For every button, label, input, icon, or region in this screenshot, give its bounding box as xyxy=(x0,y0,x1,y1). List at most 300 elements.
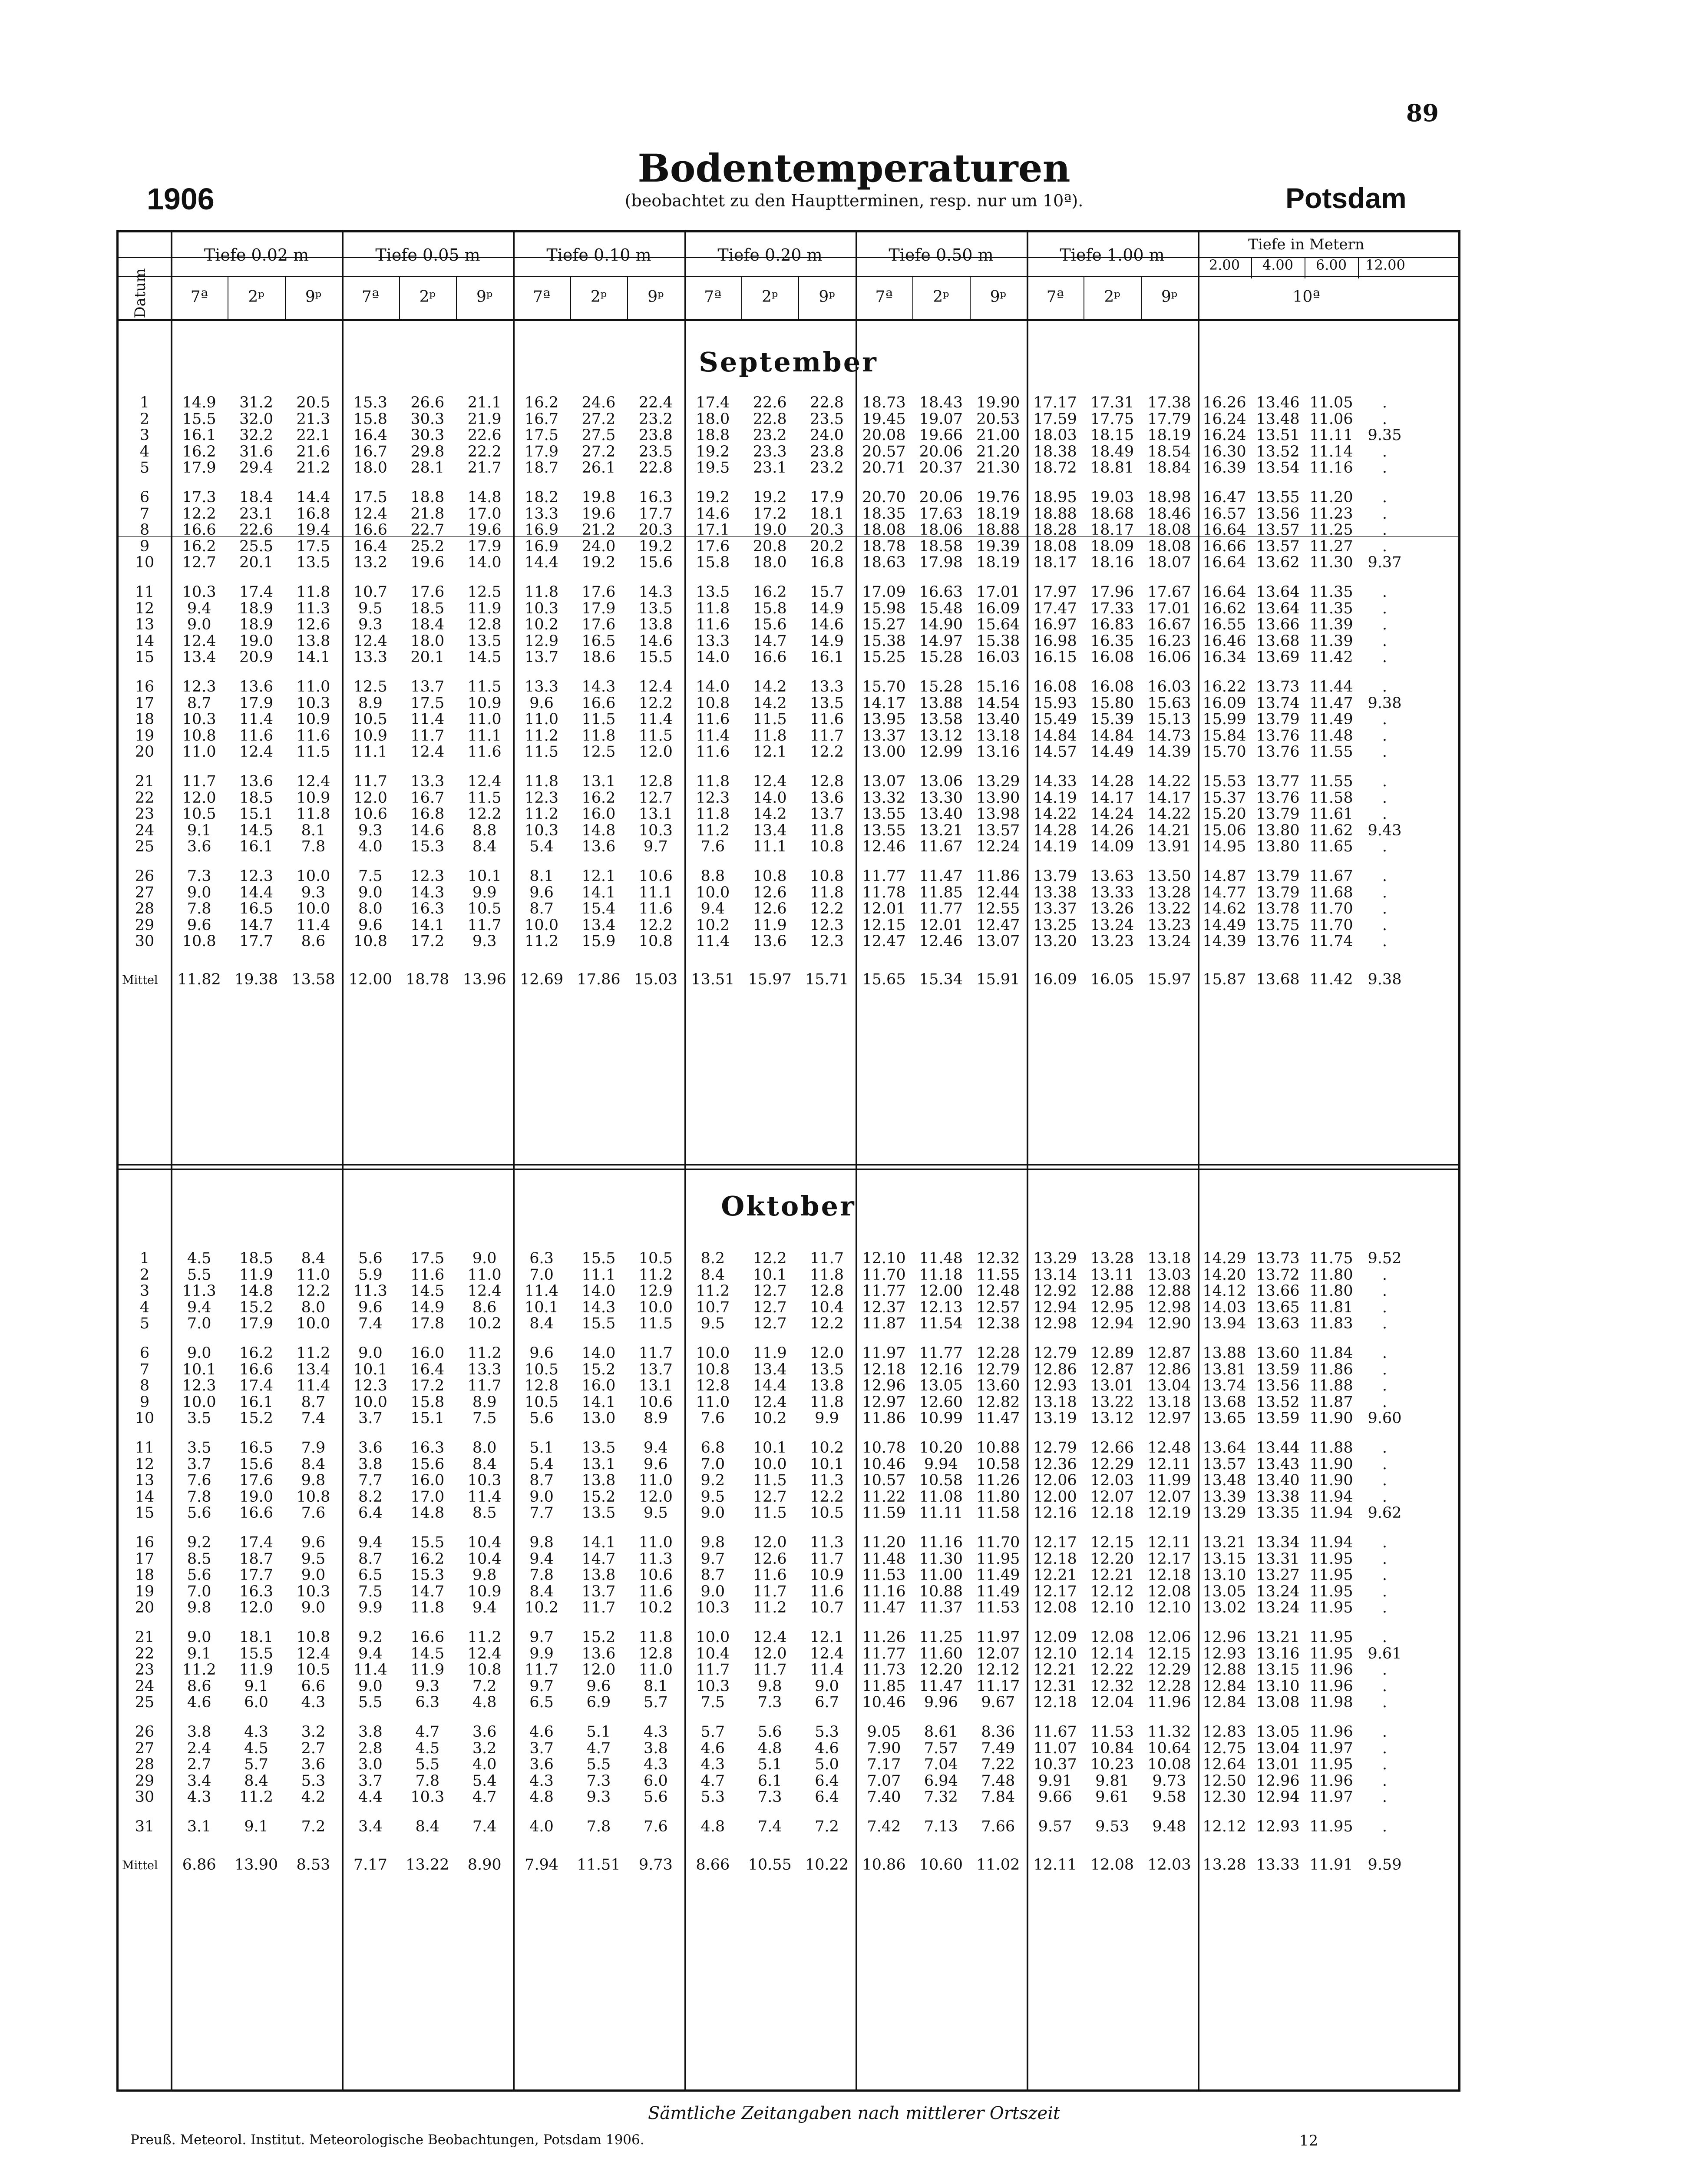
table-cell: 12.4 xyxy=(182,632,216,650)
table-cell: 19.5 xyxy=(696,459,730,477)
table-cell: 11.2 xyxy=(296,1344,330,1362)
table-cell: 11.5 xyxy=(581,711,616,728)
table-cell: 10.2 xyxy=(810,1439,844,1457)
table-cell: 7.6 xyxy=(700,1410,725,1427)
table-cell: 20.3 xyxy=(810,521,844,539)
table-cell: 14.87 xyxy=(1203,867,1246,885)
table-cell: 4.6 xyxy=(529,1723,554,1741)
table-cell: 14.7 xyxy=(753,632,787,650)
mean-cell: 8.66 xyxy=(696,1856,730,1874)
table-cell: 7.0 xyxy=(529,1266,554,1284)
table-cell: 10.4 xyxy=(467,1550,502,1568)
table-cell: 11.32 xyxy=(1147,1723,1191,1741)
table-cell: 5.5 xyxy=(586,1756,611,1774)
table-cell: 16.08 xyxy=(1033,678,1077,695)
mean-label: Mittel xyxy=(122,973,158,987)
table-cell: 12.88 xyxy=(1147,1282,1191,1300)
table-cell: 18.35 xyxy=(862,505,906,523)
table-cell: 14.3 xyxy=(581,1298,616,1316)
table-cell: 5.5 xyxy=(358,1694,383,1712)
table-cell: . xyxy=(1382,884,1388,901)
table-cell: 13.64 xyxy=(1256,583,1300,601)
table-cell: 11.5 xyxy=(753,1472,787,1490)
table-cell: 12.2 xyxy=(810,1315,844,1333)
table-cell: 15.6 xyxy=(753,616,787,634)
table-cell: 11.86 xyxy=(976,867,1020,885)
table-cell: 7.8 xyxy=(187,1488,211,1506)
table-cell: 13.50 xyxy=(1147,867,1191,885)
table-cell: 16.7 xyxy=(525,410,559,428)
table-cell: 6.4 xyxy=(815,1788,839,1806)
table-cell: 12.97 xyxy=(862,1393,906,1411)
table-cell: 18.6 xyxy=(581,649,616,666)
table-cell: 11.3 xyxy=(182,1282,216,1300)
table-cell: 13.35 xyxy=(1256,1504,1300,1522)
table-cell: 18.38 xyxy=(1033,443,1077,460)
table-cell: 17.75 xyxy=(1090,410,1134,428)
table-cell: 18.08 xyxy=(1033,537,1077,555)
table-cell: 6.4 xyxy=(815,1772,839,1790)
table-cell: 11.2 xyxy=(525,727,559,745)
table-cell: 12.2 xyxy=(182,505,216,523)
table-cell: 12.4 xyxy=(753,1629,787,1646)
table-cell: 11.47 xyxy=(1309,694,1353,712)
table-cell: 11.49 xyxy=(976,1583,1020,1600)
table-cell: 13.1 xyxy=(638,1377,673,1395)
table-cell: 11.47 xyxy=(976,1410,1020,1427)
table-cell: . xyxy=(1382,1282,1388,1300)
table-cell: 13.75 xyxy=(1256,916,1300,934)
table-cell: 12.4 xyxy=(467,1645,502,1662)
table-cell: 7.5 xyxy=(472,1410,497,1427)
table-cell: 9.91 xyxy=(1038,1772,1072,1790)
table-cell: 12.7 xyxy=(182,554,216,572)
table-cell: 16.8 xyxy=(410,805,445,823)
table-cell: 18.58 xyxy=(919,537,963,555)
table-cell: 8.7 xyxy=(358,1550,383,1568)
table-cell: 12.5 xyxy=(353,678,387,695)
table-cell: 12.83 xyxy=(1203,1723,1246,1741)
table-cell: 17.63 xyxy=(919,505,963,523)
table-cell: 8.4 xyxy=(301,1250,326,1267)
table-cell: 11.97 xyxy=(1309,1788,1353,1806)
table-cell: 16.9 xyxy=(525,537,559,555)
table-cell: 10.0 xyxy=(753,1455,787,1473)
table-cell: 11.8 xyxy=(810,884,844,901)
table-cell: 14.0 xyxy=(581,1344,616,1362)
table-cell: 12.7 xyxy=(638,789,673,807)
table-cell: 18.5 xyxy=(239,789,274,807)
table-cell: 13.1 xyxy=(581,773,616,790)
table-cell: 9.38 xyxy=(1368,694,1402,712)
table-cell: 13.04 xyxy=(1256,1739,1300,1757)
table-cell: 12.7 xyxy=(753,1315,787,1333)
table-cell: 11.70 xyxy=(1309,900,1353,918)
table-cell: 18.88 xyxy=(1033,505,1077,523)
table-cell: 9.6 xyxy=(358,1298,383,1316)
table-cell: 23.5 xyxy=(638,443,673,460)
table-cell: 17.1 xyxy=(696,521,730,539)
table-cell: 19.2 xyxy=(581,554,616,572)
table-cell: . xyxy=(1382,1772,1388,1790)
table-cell: 15.5 xyxy=(581,1250,616,1267)
table-cell: 11.5 xyxy=(467,678,502,695)
table-cell: 11.6 xyxy=(696,711,730,728)
table-cell: 11.2 xyxy=(696,1282,730,1300)
table-cell: . xyxy=(1382,1788,1388,1806)
table-cell: 18.9 xyxy=(239,616,274,634)
table-cell: 10.9 xyxy=(467,1583,502,1600)
mean-cell: 13.51 xyxy=(691,971,735,988)
table-cell: 9.05 xyxy=(867,1723,901,1741)
table-cell: 3.8 xyxy=(644,1739,668,1757)
table-cell: 12.0 xyxy=(353,789,387,807)
mean-cell: 9.73 xyxy=(638,1856,673,1874)
hour-header: 2ᵖ xyxy=(1104,288,1120,306)
table-cell: 11.00 xyxy=(919,1566,963,1584)
table-cell: 18.8 xyxy=(696,427,730,444)
table-cell: 11.7 xyxy=(182,773,216,790)
table-cell: 12.87 xyxy=(1090,1361,1134,1378)
table-cell: 11.96 xyxy=(1309,1677,1353,1695)
table-cell: 11.80 xyxy=(1309,1282,1353,1300)
table-cell: 11.47 xyxy=(919,1677,963,1695)
table-cell: 9.8 xyxy=(472,1566,497,1584)
table-cell: . xyxy=(1382,1550,1388,1568)
table-cell: 14.8 xyxy=(467,489,502,506)
table-cell: 10.3 xyxy=(182,583,216,601)
table-cell: 10.2 xyxy=(696,916,730,934)
table-cell: 13.68 xyxy=(1256,632,1300,650)
table-cell: 17.9 xyxy=(810,489,844,506)
table-cell: 4.3 xyxy=(301,1694,326,1712)
table-cell: 11.61 xyxy=(1309,805,1353,823)
column-rule xyxy=(912,276,913,319)
table-cell: 15.2 xyxy=(581,1361,616,1378)
table-cell: 12.7 xyxy=(753,1282,787,1300)
table-cell: 13.10 xyxy=(1203,1566,1246,1584)
table-cell: 7.3 xyxy=(757,1694,782,1712)
table-cell: 9.52 xyxy=(1368,1250,1402,1267)
table-cell: 13.07 xyxy=(976,933,1020,950)
day-number: 8 xyxy=(139,521,150,539)
table-cell: 8.4 xyxy=(472,1455,497,1473)
table-cell: 9.4 xyxy=(529,1550,554,1568)
table-cell: 11.94 xyxy=(1309,1488,1353,1506)
table-cell: 11.6 xyxy=(296,727,330,745)
hour-header: 2ᵖ xyxy=(762,288,778,306)
table-cell: 11.44 xyxy=(1309,678,1353,695)
day-number: 4 xyxy=(139,1298,150,1316)
table-cell: 13.6 xyxy=(239,773,274,790)
day-number: 21 xyxy=(135,773,155,790)
table-cell: 10.84 xyxy=(1090,1739,1134,1757)
table-cell: 13.69 xyxy=(1256,649,1300,666)
table-cell: 12.84 xyxy=(1203,1677,1246,1695)
table-cell: 16.7 xyxy=(353,443,387,460)
table-cell: 13.8 xyxy=(810,1377,844,1395)
table-cell: 11.88 xyxy=(1309,1377,1353,1395)
table-cell: 17.01 xyxy=(1147,599,1191,617)
table-cell: 21.30 xyxy=(976,459,1020,477)
table-cell: 10.1 xyxy=(525,1298,559,1316)
table-cell: 13.3 xyxy=(810,678,844,695)
mean-cell: 12.03 xyxy=(1147,1856,1191,1874)
table-cell: 19.2 xyxy=(696,489,730,506)
table-cell: 8.0 xyxy=(472,1439,497,1457)
table-cell: 18.08 xyxy=(1147,537,1191,555)
table-cell: 8.0 xyxy=(358,900,383,918)
table-cell: 9.61 xyxy=(1368,1645,1402,1662)
table-cell: 11.26 xyxy=(862,1629,906,1646)
table-cell: 12.96 xyxy=(862,1377,906,1395)
table-cell: 12.5 xyxy=(467,583,502,601)
table-cell: 13.40 xyxy=(976,711,1020,728)
mean-cell: 12.11 xyxy=(1033,1856,1077,1874)
table-cell: 16.03 xyxy=(976,649,1020,666)
table-cell: 7.48 xyxy=(981,1772,1015,1790)
mean-cell: 15.87 xyxy=(1203,971,1246,988)
table-cell: 8.0 xyxy=(301,1298,326,1316)
table-cell: 20.53 xyxy=(976,410,1020,428)
table-cell: . xyxy=(1382,1377,1388,1395)
table-cell: 12.29 xyxy=(1147,1661,1191,1679)
table-cell: 14.4 xyxy=(296,489,330,506)
mean-cell: 11.91 xyxy=(1309,1856,1353,1874)
day-number: 29 xyxy=(135,916,155,934)
table-cell: 12.32 xyxy=(976,1250,1020,1267)
table-cell: 25.5 xyxy=(239,537,274,555)
table-cell: 7.2 xyxy=(815,1818,839,1835)
table-cell: 14.7 xyxy=(581,1550,616,1568)
table-cell: 11.07 xyxy=(1033,1739,1077,1757)
table-cell: 5.1 xyxy=(529,1439,554,1457)
table-cell: 19.07 xyxy=(919,410,963,428)
table-cell: 11.2 xyxy=(525,933,559,950)
hour-header: 7ª xyxy=(533,288,551,306)
table-cell: 10.3 xyxy=(467,1472,502,1490)
table-cell: . xyxy=(1382,1694,1388,1712)
table-cell: 12.07 xyxy=(1090,1488,1134,1506)
table-cell: 12.18 xyxy=(1033,1550,1077,1568)
table-cell: 18.09 xyxy=(1090,537,1134,555)
table-cell: 13.58 xyxy=(919,711,963,728)
table-cell: . xyxy=(1382,537,1388,555)
table-cell: 7.2 xyxy=(301,1818,326,1835)
table-cell: 11.0 xyxy=(182,743,216,761)
table-cell: 18.8 xyxy=(410,489,445,506)
table-cell: 11.7 xyxy=(753,1583,787,1600)
table-cell: 4.4 xyxy=(358,1788,383,1806)
table-cell: 12.64 xyxy=(1203,1756,1246,1774)
table-cell: 5.1 xyxy=(757,1756,782,1774)
table-cell: 6.5 xyxy=(358,1566,383,1584)
table-cell: 11.90 xyxy=(1309,1455,1353,1473)
table-cell: 3.2 xyxy=(301,1723,326,1741)
table-cell: 18.72 xyxy=(1033,459,1077,477)
table-cell: 17.7 xyxy=(239,1566,274,1584)
table-cell: 9.1 xyxy=(187,821,211,839)
table-cell: 15.64 xyxy=(976,616,1020,634)
table-cell: 9.9 xyxy=(815,1410,839,1427)
table-cell: 9.35 xyxy=(1368,427,1402,444)
table-cell: 12.3 xyxy=(182,678,216,695)
table-cell: 18.03 xyxy=(1033,427,1077,444)
hour-header: 7ª xyxy=(704,288,722,306)
day-number: 27 xyxy=(135,884,155,901)
table-cell: 10.88 xyxy=(919,1583,963,1600)
table-cell: 16.97 xyxy=(1033,616,1077,634)
table-cell: 16.2 xyxy=(410,1550,445,1568)
table-cell: . xyxy=(1382,727,1388,745)
table-cell: 12.79 xyxy=(1033,1439,1077,1457)
table-cell: 18.0 xyxy=(696,410,730,428)
day-number: 10 xyxy=(135,1410,155,1427)
hour-header: 9ᵖ xyxy=(648,288,664,306)
table-cell: 6.3 xyxy=(529,1250,554,1267)
table-cell: 16.03 xyxy=(1147,678,1191,695)
table-cell: 14.22 xyxy=(1147,773,1191,790)
table-cell: 11.96 xyxy=(1147,1694,1191,1712)
table-cell: 13.5 xyxy=(810,1361,844,1378)
table-cell: 14.84 xyxy=(1090,727,1134,745)
table-cell: 11.6 xyxy=(810,1583,844,1600)
table-cell: 16.35 xyxy=(1090,632,1134,650)
table-cell: 23.2 xyxy=(810,459,844,477)
table-cell: 14.19 xyxy=(1033,838,1077,856)
table-cell: 11.4 xyxy=(239,711,274,728)
table-cell: 11.4 xyxy=(410,711,445,728)
table-cell: 13.57 xyxy=(1256,521,1300,539)
table-cell: 11.96 xyxy=(1309,1772,1353,1790)
table-cell: 17.2 xyxy=(753,505,787,523)
table-cell: 13.6 xyxy=(810,789,844,807)
table-cell: 8.5 xyxy=(187,1550,211,1568)
table-cell: 9.53 xyxy=(1095,1818,1130,1835)
table-cell: 14.6 xyxy=(638,632,673,650)
table-cell: 23.1 xyxy=(753,459,787,477)
mean-cell: 7.17 xyxy=(353,1856,387,1874)
table-cell: 12.98 xyxy=(1033,1315,1077,1333)
table-cell: 13.8 xyxy=(296,632,330,650)
table-cell: 11.75 xyxy=(1309,1250,1353,1267)
table-cell: . xyxy=(1382,459,1388,477)
table-cell: 17.96 xyxy=(1090,583,1134,601)
table-cell: 8.7 xyxy=(700,1566,725,1584)
table-cell: 7.0 xyxy=(700,1455,725,1473)
table-cell: 11.22 xyxy=(862,1488,906,1506)
table-cell: 13.7 xyxy=(810,805,844,823)
table-cell: 14.6 xyxy=(696,505,730,523)
row-rule xyxy=(119,1164,1458,1165)
table-cell: 8.7 xyxy=(529,900,554,918)
table-cell: 17.5 xyxy=(525,427,559,444)
table-cell: 11.94 xyxy=(1309,1534,1353,1551)
table-cell: 21.3 xyxy=(296,410,330,428)
table-cell: 13.24 xyxy=(1147,933,1191,950)
table-cell: 10.08 xyxy=(1147,1756,1191,1774)
table-cell: 18.7 xyxy=(525,459,559,477)
table-cell: 13.54 xyxy=(1256,459,1300,477)
table-cell: 17.7 xyxy=(239,933,274,950)
table-cell: 10.9 xyxy=(467,694,502,712)
footer-citation: Preuß. Meteorol. Institut. Meteorologische Beobachtungen, Potsdam 1906. xyxy=(130,2132,644,2148)
table-cell: 12.4 xyxy=(353,505,387,523)
table-cell: 12.16 xyxy=(919,1361,963,1378)
table-cell: 14.4 xyxy=(525,554,559,572)
table-cell: 14.1 xyxy=(581,1534,616,1551)
table-cell: 10.88 xyxy=(976,1439,1020,1457)
table-cell: 13.66 xyxy=(1256,616,1300,634)
table-cell: 9.94 xyxy=(924,1455,958,1473)
table-cell: 12.4 xyxy=(296,773,330,790)
table-cell: 13.66 xyxy=(1256,1282,1300,1300)
table-cell: 19.76 xyxy=(976,489,1020,506)
table-cell: 11.4 xyxy=(296,916,330,934)
table-cell: . xyxy=(1382,1439,1388,1457)
table-cell: 14.84 xyxy=(1033,727,1077,745)
table-cell: 12.84 xyxy=(1203,1694,1246,1712)
table-cell: 11.0 xyxy=(467,711,502,728)
table-cell: 12.06 xyxy=(1033,1472,1077,1490)
table-cell: 9.7 xyxy=(529,1677,554,1695)
table-cell: 19.0 xyxy=(239,632,274,650)
hour-header: 7ª xyxy=(190,288,208,306)
day-number: 18 xyxy=(135,1566,155,1584)
day-number: 22 xyxy=(135,1645,155,1662)
table-cell: 16.2 xyxy=(239,1344,274,1362)
table-cell: 11.95 xyxy=(1309,1629,1353,1646)
table-cell: 12.12 xyxy=(1203,1818,1246,1835)
hour-header: 7ª xyxy=(1046,288,1064,306)
table-cell: 11.95 xyxy=(1309,1566,1353,1584)
column-rule xyxy=(627,276,628,319)
table-cell: 13.5 xyxy=(696,583,730,601)
table-cell: 16.8 xyxy=(810,554,844,572)
table-cell: 12.4 xyxy=(753,1393,787,1411)
table-cell: 12.3 xyxy=(525,789,559,807)
table-cell: 11.7 xyxy=(353,773,387,790)
table-cell: 10.3 xyxy=(410,1788,445,1806)
table-cell: 14.3 xyxy=(410,884,445,901)
table-cell: 11.58 xyxy=(1309,789,1353,807)
day-number: 3 xyxy=(139,1282,150,1300)
table-cell: 12.2 xyxy=(810,743,844,761)
table-cell: 16.3 xyxy=(638,489,673,506)
table-cell: 17.38 xyxy=(1147,394,1191,411)
table-cell: 12.8 xyxy=(810,1282,844,1300)
table-cell: 9.0 xyxy=(529,1488,554,1506)
table-cell: 24.6 xyxy=(581,394,616,411)
table-cell: 10.7 xyxy=(696,1298,730,1316)
table-cell: 12.79 xyxy=(1033,1344,1077,1362)
table-cell: 11.11 xyxy=(1309,427,1353,444)
table-cell: 10.4 xyxy=(467,1534,502,1551)
table-cell: 13.80 xyxy=(1256,821,1300,839)
table-cell: 18.15 xyxy=(1090,427,1134,444)
table-cell: 13.52 xyxy=(1256,443,1300,460)
table-cell: 11.3 xyxy=(810,1472,844,1490)
table-cell: 16.9 xyxy=(525,521,559,539)
table-cell: 7.5 xyxy=(700,1694,725,1712)
table-cell: 9.6 xyxy=(301,1534,326,1551)
table-cell: 9.7 xyxy=(700,1550,725,1568)
table-cell: 22.6 xyxy=(753,394,787,411)
datum-header: Datum xyxy=(132,268,149,318)
table-cell: 11.1 xyxy=(581,1266,616,1284)
table-cell: . xyxy=(1382,1393,1388,1411)
table-cell: 13.24 xyxy=(1256,1599,1300,1617)
